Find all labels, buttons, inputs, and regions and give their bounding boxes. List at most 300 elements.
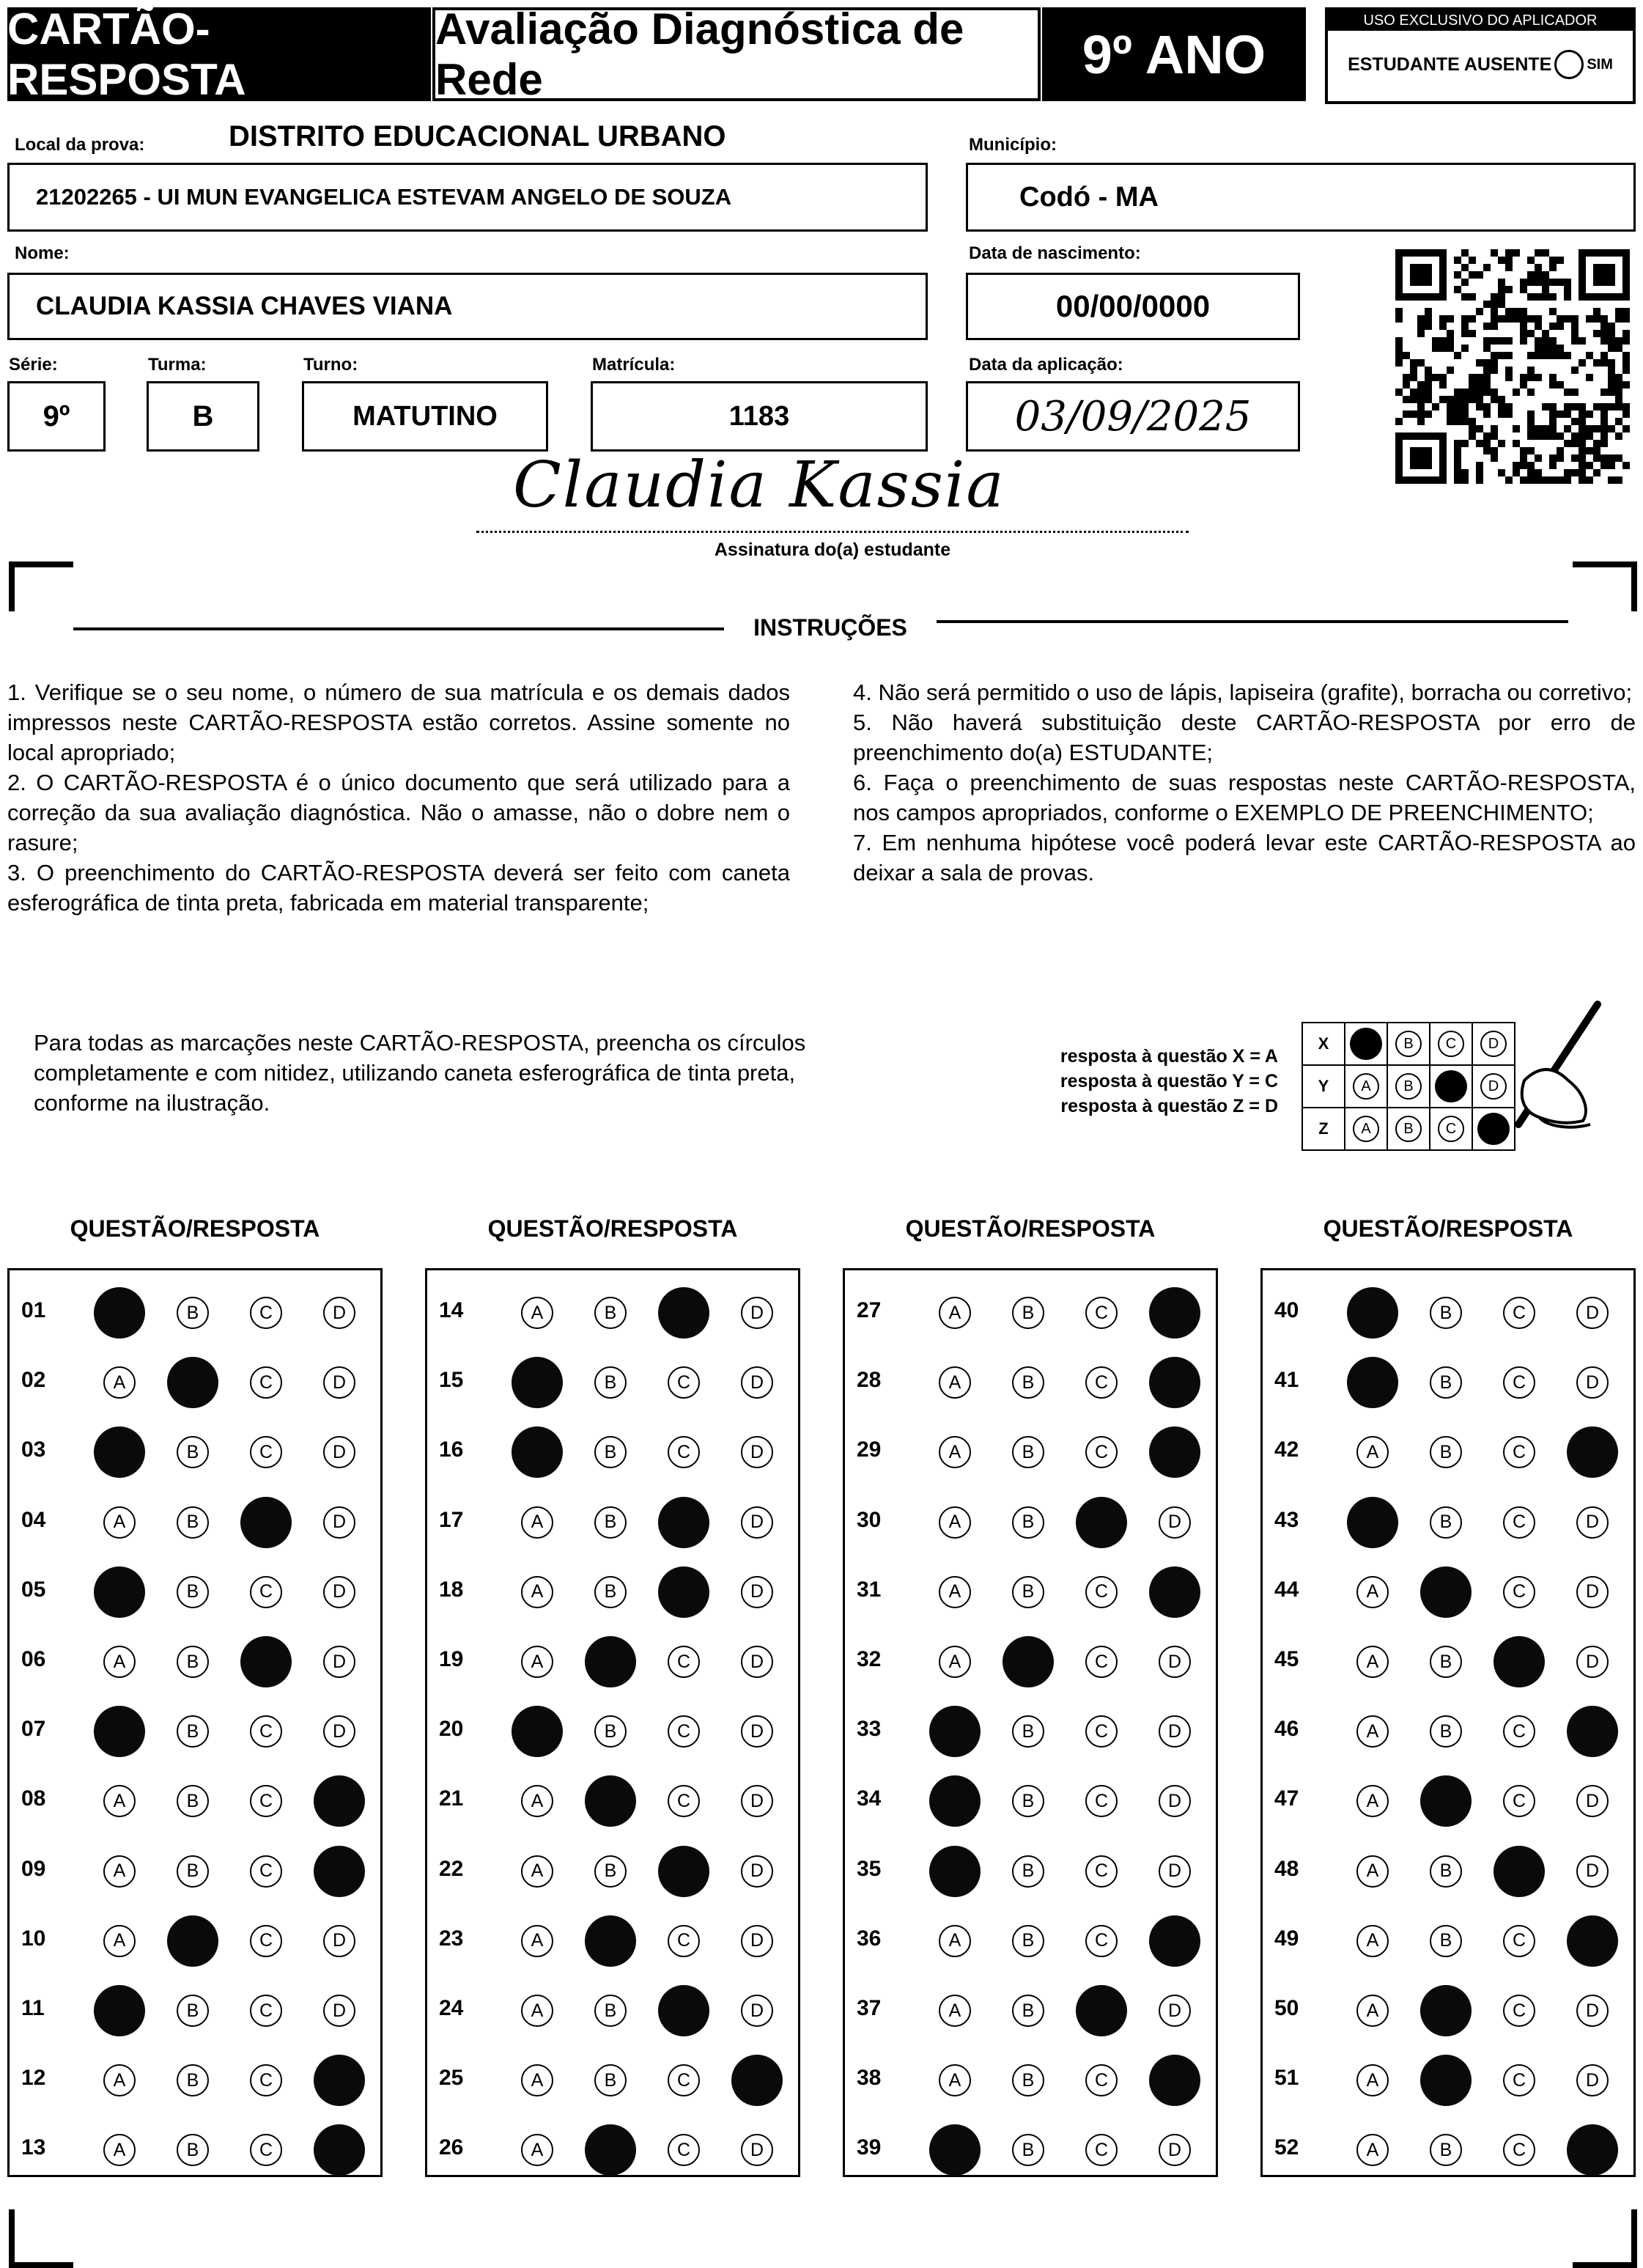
option-bubble-d[interactable] [1149, 2055, 1200, 2106]
option-bubble-b[interactable] [177, 1646, 209, 1678]
option-bubble-b[interactable] [1430, 1646, 1462, 1678]
option-bubble-d[interactable] [323, 1436, 355, 1468]
option-bubble-a[interactable] [521, 1785, 553, 1817]
turma-field: B [147, 381, 259, 452]
option-bubble-c[interactable] [1494, 1846, 1545, 1897]
instruction-4: 4. Não será permitido o uso de lápis, lapiseira (grafite), borracha ou corretivo; [853, 680, 1633, 705]
option-bubble-b[interactable] [1012, 1506, 1044, 1539]
example-row-label: Y [1303, 1066, 1345, 1108]
option-bubble-d[interactable] [1159, 2134, 1191, 2166]
question-number: 17 [439, 1507, 464, 1532]
option-bubble-c[interactable] [1085, 2134, 1118, 2166]
option-bubble-c[interactable] [1085, 1436, 1118, 1468]
option-letter: B [1022, 2069, 1035, 2091]
option-bubble-b[interactable] [594, 1366, 627, 1399]
option-bubble-b[interactable] [1012, 1576, 1044, 1608]
option-bubble-a[interactable] [103, 1366, 136, 1399]
option-bubble-d[interactable] [1576, 1995, 1609, 2027]
option-bubble-c[interactable] [1503, 1925, 1535, 1957]
option-bubble-b[interactable] [1430, 1436, 1462, 1468]
answer-column [843, 1268, 1218, 2177]
option-bubble-b[interactable] [1012, 2134, 1044, 2166]
option-bubble-a[interactable] [939, 1506, 971, 1539]
option-bubble-b[interactable] [594, 1506, 627, 1539]
option-bubble-c[interactable] [658, 1497, 709, 1548]
option-bubble-c[interactable] [1085, 2064, 1118, 2096]
question-number: 18 [439, 1577, 464, 1602]
option-bubble-d[interactable] [1159, 1646, 1191, 1678]
option-letter: C [259, 1790, 273, 1811]
option-bubble-c[interactable] [250, 2064, 282, 2096]
example-cell [1345, 1066, 1388, 1108]
option-bubble-c[interactable] [250, 1366, 282, 1399]
option-bubble-a[interactable] [103, 2064, 136, 2096]
option-bubble-a[interactable] [1347, 1497, 1398, 1548]
option-bubble-d[interactable] [1149, 1287, 1200, 1339]
option-bubble-c[interactable] [1085, 1715, 1118, 1748]
option-bubble-d[interactable] [1576, 1366, 1609, 1399]
option-bubble-c[interactable] [1503, 1785, 1535, 1817]
question-number: 08 [21, 1786, 46, 1811]
option-bubble-d[interactable] [741, 1785, 773, 1817]
option-bubble-c[interactable] [658, 1287, 709, 1339]
answer-row [1263, 1904, 1633, 1975]
option-letter: B [604, 1860, 617, 1882]
answer-row [10, 1695, 380, 1765]
option-letter: C [259, 2069, 273, 2091]
instructions-title: INSTRUÇÕES [753, 614, 907, 641]
option-bubble-a[interactable] [1356, 1576, 1389, 1608]
option-bubble-c[interactable] [240, 1636, 292, 1687]
option-bubble-c[interactable] [1085, 1366, 1118, 1399]
option-bubble-d[interactable] [741, 1297, 773, 1329]
option-letter: D [1585, 1790, 1600, 1811]
option-bubble-a[interactable] [929, 1846, 981, 1897]
option-bubble-b[interactable] [167, 1915, 218, 1967]
option-bubble-c[interactable] [1503, 1506, 1535, 1539]
answer-row [845, 1974, 1216, 2044]
option-bubble-b[interactable] [177, 1436, 209, 1468]
option-bubble-a[interactable] [1347, 1357, 1398, 1408]
option-letter: A [1366, 1720, 1379, 1742]
option-bubble-a[interactable] [103, 1646, 136, 1678]
option-bubble-b[interactable] [1003, 1636, 1054, 1687]
option-letter: B [1439, 1860, 1452, 1882]
option-bubble-b[interactable] [1012, 1855, 1044, 1888]
option-bubble-b[interactable] [177, 2064, 209, 2096]
option-bubble-c[interactable] [668, 2064, 700, 2096]
option-bubble-d[interactable] [314, 2124, 365, 2176]
option-bubble-d[interactable] [1149, 1566, 1200, 1618]
option-bubble-b[interactable] [177, 1297, 209, 1329]
option-bubble-b[interactable] [594, 1715, 627, 1748]
option-bubble-a[interactable] [939, 1925, 971, 1957]
option-letter: A [113, 2069, 126, 2091]
option-bubble-c[interactable] [1085, 1855, 1118, 1888]
question-number: 49 [1274, 1926, 1299, 1951]
option-bubble-d[interactable] [1576, 1785, 1609, 1817]
option-bubble-b[interactable] [594, 1436, 627, 1468]
option-bubble-b[interactable] [177, 1855, 209, 1888]
option-bubble-b[interactable] [1420, 1775, 1472, 1827]
option-letter: B [1022, 1720, 1035, 1742]
option-bubble-a[interactable] [1356, 1436, 1389, 1468]
option-bubble-a[interactable] [512, 1426, 563, 1478]
answer-row [1263, 2044, 1633, 2114]
option-bubble-c[interactable] [668, 1366, 700, 1399]
option-bubble-d[interactable] [323, 1506, 355, 1539]
option-bubble-a[interactable] [512, 1706, 563, 1757]
option-bubble-c[interactable] [668, 1646, 700, 1678]
question-number: 02 [21, 1368, 46, 1393]
option-bubble-a[interactable] [939, 1576, 971, 1608]
option-bubble-d[interactable] [741, 2134, 773, 2166]
option-bubble-b[interactable] [585, 2124, 636, 2176]
option-bubble-c[interactable] [1085, 1785, 1118, 1817]
option-bubble-c[interactable] [1085, 1646, 1118, 1678]
absent-bubble[interactable] [1554, 50, 1584, 79]
option-bubble-d[interactable] [741, 1995, 773, 2027]
option-bubble-c[interactable] [1503, 1297, 1535, 1329]
option-bubble-a[interactable] [1356, 2064, 1389, 2096]
option-bubble-b[interactable] [1012, 2064, 1044, 2096]
option-bubble-c[interactable] [1085, 1925, 1118, 1957]
option-bubble-d[interactable] [1149, 1357, 1200, 1408]
option-bubble-b[interactable] [594, 1576, 627, 1608]
option-bubble-b[interactable] [1430, 1715, 1462, 1748]
option-bubble-a[interactable] [521, 1925, 553, 1957]
option-bubble-d[interactable] [731, 2055, 783, 2106]
option-bubble-c[interactable] [1076, 1985, 1127, 2036]
option-bubble-b[interactable] [1420, 1985, 1472, 2036]
instruction-6: 6. Faça o preenchimento de suas respostas neste CARTÃO-RESPOSTA, nos campos apropriados, conforme o EXEMPLO DE PREENCHIMENTO; [853, 770, 1636, 825]
option-bubble-d[interactable] [1567, 1706, 1618, 1757]
option-letter: C [259, 1581, 273, 1602]
answer-column [425, 1268, 800, 2177]
option-letter: D [332, 1512, 347, 1533]
example-option-letter: B [1403, 1078, 1414, 1094]
option-bubble-a[interactable] [103, 1925, 136, 1957]
option-bubble-d[interactable] [1149, 1915, 1200, 1967]
option-bubble-b[interactable] [594, 1995, 627, 2027]
option-bubble-d[interactable] [323, 1576, 355, 1608]
option-bubble-d[interactable] [323, 1646, 355, 1678]
option-bubble-b[interactable] [1012, 1297, 1044, 1329]
option-bubble-a[interactable] [1356, 1855, 1389, 1888]
option-bubble-c[interactable] [1503, 1366, 1535, 1399]
option-letter: A [531, 1581, 544, 1602]
instruction-7: 7. Em nenhuma hipótese você poderá levar este CARTÃO-RESPOSTA ao deixar a sala de provas. [853, 830, 1636, 886]
option-bubble-d[interactable] [323, 1995, 355, 2027]
option-bubble-b[interactable] [585, 1915, 636, 1967]
option-bubble-d[interactable] [741, 1506, 773, 1539]
option-bubble-c[interactable] [1085, 1297, 1118, 1329]
option-bubble-b[interactable] [1430, 1506, 1462, 1539]
option-bubble-d[interactable] [314, 2055, 365, 2106]
option-bubble-b[interactable] [177, 1715, 209, 1748]
option-bubble-a[interactable] [94, 1566, 145, 1618]
option-bubble-d[interactable] [1576, 1576, 1609, 1608]
option-letter: A [531, 2000, 544, 2021]
option-bubble-c[interactable] [250, 1715, 282, 1748]
option-letter: B [186, 2069, 199, 2091]
option-bubble-d[interactable] [741, 1366, 773, 1399]
question-number: 09 [21, 1856, 46, 1881]
option-bubble-a[interactable] [939, 1366, 971, 1399]
example-bubble-b [1395, 1031, 1422, 1057]
option-bubble-a[interactable] [1356, 1995, 1389, 2027]
question-number: 44 [1274, 1577, 1299, 1602]
option-bubble-d[interactable] [1576, 2064, 1609, 2096]
option-bubble-d[interactable] [1576, 1297, 1609, 1329]
option-bubble-b[interactable] [594, 1855, 627, 1888]
option-bubble-d[interactable] [1159, 1855, 1191, 1888]
option-bubble-a[interactable] [103, 1506, 136, 1539]
option-bubble-a[interactable] [929, 2124, 981, 2176]
option-bubble-a[interactable] [521, 1506, 553, 1539]
option-bubble-a[interactable] [939, 1436, 971, 1468]
option-bubble-c[interactable] [1503, 2134, 1535, 2166]
option-bubble-b[interactable] [594, 1297, 627, 1329]
option-letter: D [1167, 1860, 1182, 1882]
option-bubble-c[interactable] [668, 1925, 700, 1957]
option-bubble-c[interactable] [250, 1995, 282, 2027]
option-letter: C [259, 1860, 273, 1882]
option-bubble-c[interactable] [1503, 1715, 1535, 1748]
option-letter: D [1585, 1512, 1600, 1533]
question-number: 14 [439, 1298, 464, 1322]
option-bubble-a[interactable] [94, 1287, 145, 1339]
option-bubble-a[interactable] [1356, 1646, 1389, 1678]
option-bubble-c[interactable] [668, 1436, 700, 1468]
option-letter: D [750, 1441, 764, 1462]
option-bubble-a[interactable] [94, 1706, 145, 1757]
option-bubble-c[interactable] [250, 1925, 282, 1957]
option-bubble-c[interactable] [658, 1985, 709, 2036]
option-bubble-d[interactable] [323, 1925, 355, 1957]
question-number: 12 [21, 2066, 46, 2091]
option-bubble-b[interactable] [177, 1576, 209, 1608]
option-bubble-b[interactable] [1430, 2134, 1462, 2166]
option-bubble-a[interactable] [94, 1985, 145, 2036]
option-letter: C [676, 1441, 691, 1462]
answer-row [427, 2044, 798, 2114]
option-letter: C [676, 2139, 691, 2160]
option-bubble-c[interactable] [658, 1846, 709, 1897]
option-bubble-b[interactable] [167, 1357, 218, 1408]
option-bubble-b[interactable] [1430, 1297, 1462, 1329]
example-legend [1011, 1044, 1278, 1119]
option-bubble-b[interactable] [1430, 1925, 1462, 1957]
option-bubble-c[interactable] [668, 1785, 700, 1817]
option-letter: A [1366, 2139, 1379, 2160]
option-bubble-c[interactable] [1085, 1576, 1118, 1608]
option-bubble-d[interactable] [741, 1855, 773, 1888]
option-bubble-a[interactable] [939, 1995, 971, 2027]
option-bubble-c[interactable] [668, 2134, 700, 2166]
option-bubble-d[interactable] [1567, 1915, 1618, 1967]
answer-row [10, 1904, 380, 1975]
option-bubble-d[interactable] [741, 1925, 773, 1957]
question-number: 10 [21, 1926, 46, 1951]
option-bubble-a[interactable] [521, 1855, 553, 1888]
option-bubble-d[interactable] [741, 1576, 773, 1608]
option-bubble-a[interactable] [521, 2134, 553, 2166]
option-bubble-a[interactable] [521, 1995, 553, 2027]
option-bubble-c[interactable] [1503, 1995, 1535, 2027]
option-bubble-c[interactable] [1503, 1576, 1535, 1608]
option-bubble-d[interactable] [1159, 1995, 1191, 2027]
option-bubble-b[interactable] [177, 1995, 209, 2027]
option-letter: D [332, 1720, 347, 1742]
option-bubble-a[interactable] [103, 1785, 136, 1817]
option-bubble-a[interactable] [521, 2064, 553, 2096]
option-letter: A [1366, 1581, 1379, 1602]
option-bubble-a[interactable] [1347, 1287, 1398, 1339]
option-bubble-d[interactable] [1576, 1855, 1609, 1888]
option-bubble-a[interactable] [939, 1646, 971, 1678]
question-number: 31 [857, 1577, 882, 1602]
option-bubble-a[interactable] [103, 1855, 136, 1888]
question-number: 04 [21, 1507, 46, 1532]
option-bubble-d[interactable] [1159, 1785, 1191, 1817]
option-bubble-d[interactable] [741, 1646, 773, 1678]
option-bubble-c[interactable] [250, 1297, 282, 1329]
option-bubble-a[interactable] [103, 2134, 136, 2166]
option-bubble-c[interactable] [250, 1785, 282, 1817]
option-bubble-c[interactable] [658, 1566, 709, 1618]
option-bubble-b[interactable] [1012, 1715, 1044, 1748]
option-bubble-d[interactable] [1149, 1426, 1200, 1478]
option-letter: C [1512, 2069, 1526, 2091]
option-bubble-b[interactable] [177, 2134, 209, 2166]
option-bubble-b[interactable] [177, 1506, 209, 1539]
option-letter: C [1512, 1930, 1526, 1951]
option-bubble-d[interactable] [741, 1715, 773, 1748]
column-header: QUESTÃO/RESPOSTA [487, 1215, 738, 1242]
option-bubble-d[interactable] [314, 1775, 365, 1827]
option-bubble-d[interactable] [1576, 1646, 1609, 1678]
option-bubble-c[interactable] [250, 2134, 282, 2166]
question-number: 27 [857, 1298, 882, 1322]
example-line-x: resposta à questão X = A [1060, 1046, 1278, 1067]
answer-row [427, 2113, 798, 2184]
question-number: 34 [857, 1786, 882, 1811]
answer-row [427, 1486, 798, 1556]
option-bubble-d[interactable] [741, 1436, 773, 1468]
question-number: 01 [21, 1298, 46, 1322]
option-letter: B [1439, 1720, 1452, 1742]
option-letter: B [1022, 1512, 1035, 1533]
option-bubble-c[interactable] [1503, 2064, 1535, 2096]
option-bubble-a[interactable] [521, 1646, 553, 1678]
option-bubble-b[interactable] [594, 2064, 627, 2096]
question-number: 22 [439, 1856, 464, 1881]
option-bubble-c[interactable] [668, 1715, 700, 1748]
option-bubble-a[interactable] [94, 1426, 145, 1478]
option-bubble-b[interactable] [1012, 1436, 1044, 1468]
option-bubble-c[interactable] [1503, 1436, 1535, 1468]
option-bubble-d[interactable] [323, 1366, 355, 1399]
option-bubble-a[interactable] [939, 2064, 971, 2096]
option-letter: B [186, 1790, 199, 1811]
option-bubble-b[interactable] [585, 1636, 636, 1687]
option-bubble-b[interactable] [1430, 1855, 1462, 1888]
option-letter: B [604, 2069, 617, 2091]
applicator-title: USO EXCLUSIVO DO APLICADOR [1328, 10, 1633, 31]
option-bubble-b[interactable] [1012, 1366, 1044, 1399]
option-bubble-c[interactable] [1076, 1497, 1127, 1548]
option-bubble-d[interactable] [1567, 1426, 1618, 1478]
option-bubble-d[interactable] [323, 1297, 355, 1329]
option-letter: B [604, 2000, 617, 2021]
option-bubble-a[interactable] [1356, 1715, 1389, 1748]
option-bubble-d[interactable] [314, 1846, 365, 1897]
option-bubble-b[interactable] [177, 1785, 209, 1817]
option-bubble-b[interactable] [1012, 1785, 1044, 1817]
example-row-label: Z [1303, 1108, 1345, 1151]
option-letter: B [186, 1302, 199, 1323]
option-bubble-c[interactable] [1494, 1636, 1545, 1687]
option-bubble-a[interactable] [1356, 2134, 1389, 2166]
option-bubble-b[interactable] [1420, 1566, 1472, 1618]
applicator-box [1325, 7, 1636, 104]
example-cell [1388, 1023, 1430, 1066]
option-bubble-b[interactable] [585, 1775, 636, 1827]
option-bubble-b[interactable] [1430, 1366, 1462, 1399]
option-letter: B [186, 1441, 199, 1462]
answer-row [427, 1835, 798, 1905]
option-letter: C [1512, 1372, 1526, 1393]
option-bubble-d[interactable] [323, 1715, 355, 1748]
question-number: 20 [439, 1717, 464, 1742]
answer-column [7, 1268, 383, 2177]
question-number: 13 [21, 2135, 46, 2160]
option-bubble-b[interactable] [1012, 1925, 1044, 1957]
option-letter: A [113, 1651, 126, 1672]
answer-row [845, 1904, 1216, 1975]
option-letter: D [1167, 1651, 1182, 1672]
option-bubble-a[interactable] [929, 1775, 981, 1827]
answer-row [1263, 1764, 1633, 1835]
option-bubble-a[interactable] [1356, 1785, 1389, 1817]
option-bubble-a[interactable] [512, 1357, 563, 1408]
answer-row [1263, 1415, 1633, 1486]
answer-row [845, 1346, 1216, 1416]
option-bubble-c[interactable] [240, 1497, 292, 1548]
example-option-letter: C [1445, 1120, 1457, 1137]
instruction-1: 1. Verifique se o seu nome, o número de sua matrícula e os demais dados impressos neste CARTÃO-RESPOSTA estão corretos. Assine somente no local apropriado; [7, 680, 790, 765]
option-bubble-d[interactable] [1159, 1715, 1191, 1748]
option-bubble-a[interactable] [929, 1706, 981, 1757]
instructions-left [7, 677, 790, 918]
option-bubble-c[interactable] [250, 1576, 282, 1608]
option-letter: C [1512, 2139, 1526, 2160]
option-bubble-b[interactable] [1012, 1995, 1044, 2027]
option-bubble-c[interactable] [250, 1855, 282, 1888]
option-bubble-a[interactable] [521, 1576, 553, 1608]
option-bubble-a[interactable] [939, 1297, 971, 1329]
option-bubble-c[interactable] [250, 1436, 282, 1468]
option-letter: B [604, 1720, 617, 1742]
option-bubble-d[interactable] [1159, 1506, 1191, 1539]
option-bubble-b[interactable] [1420, 2055, 1472, 2106]
example-option-letter: C [1445, 1035, 1457, 1052]
option-bubble-a[interactable] [1356, 1925, 1389, 1957]
option-bubble-d[interactable] [1567, 2124, 1618, 2176]
option-bubble-d[interactable] [1576, 1506, 1609, 1539]
option-bubble-a[interactable] [521, 1297, 553, 1329]
